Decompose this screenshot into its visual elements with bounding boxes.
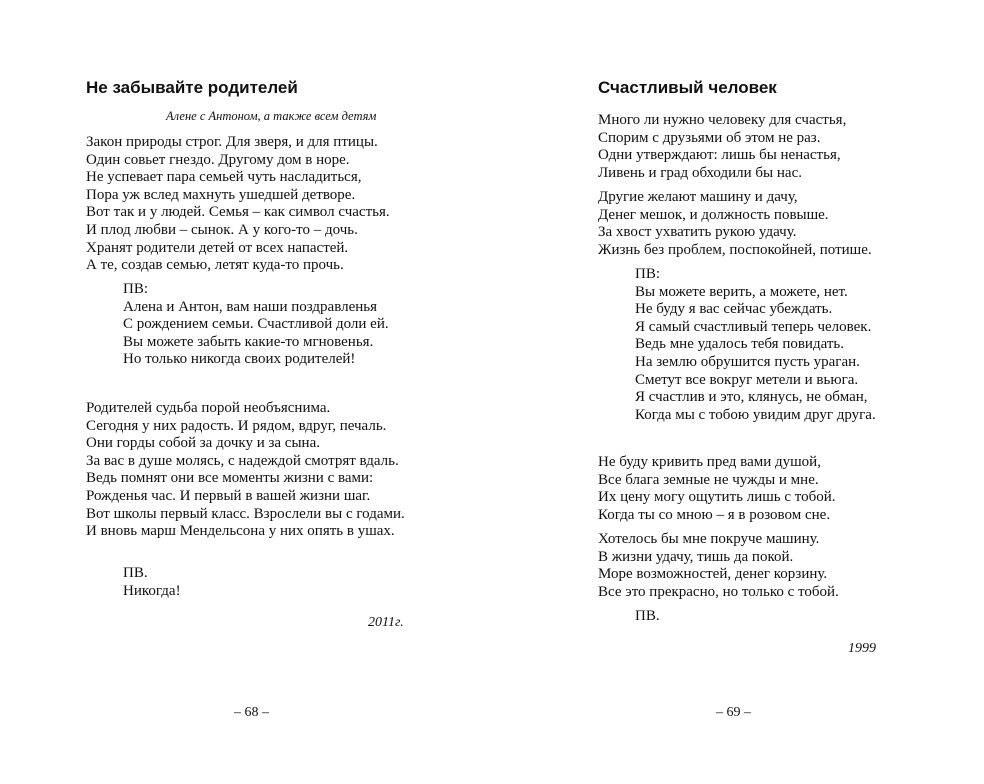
verse-line: Ведь помнят они все моменты жизни с вами:	[86, 470, 374, 487]
poem-title: Не забывайте родителей	[86, 78, 298, 97]
verse-line: Много ли нужно человеку для счастья,	[598, 112, 847, 128]
verse-line: Пора уж вслед махнуть ушедшей детворе.	[86, 186, 356, 203]
verse-line: За вас в душе молясь, с надеждой смотрят вдаль.	[86, 452, 399, 469]
stanza	[86, 134, 390, 275]
verse-line: Их цену могу ощутить лишь с тобой.	[598, 489, 836, 506]
page-number: – 68 –	[234, 705, 269, 720]
verse-line: Вот так и у людей. Семья – как символ счастья.	[86, 204, 390, 221]
verse-line: Я самый счастливый теперь человек.	[635, 318, 872, 335]
verse-line: Спорим с друзьями об этом не раз.	[598, 129, 821, 146]
verse-line: А те, создав семью, летят куда-то прочь.	[86, 257, 344, 274]
verse-line: Они горды собой за дочку и за сына.	[86, 435, 320, 452]
verse-line: Один совьет гнездо. Другому дом в норе.	[86, 151, 350, 168]
verse-line: Не успевает пара семьей чуть насладиться,	[86, 169, 362, 186]
poem-title: Счастливый человек	[598, 78, 777, 97]
stanza-indented	[123, 281, 389, 369]
verse-line: ПВ.	[123, 565, 148, 581]
stanza-indented	[123, 565, 181, 600]
page-number: – 69 –	[716, 705, 751, 720]
verse-line: Но только никогда своих родителей!	[123, 351, 356, 368]
poem-date: 1999	[848, 641, 876, 656]
verse-line: На землю обрушится пусть ураган.	[635, 353, 860, 370]
verse-line: Не буду я вас сейчас убеждать.	[635, 301, 833, 318]
verse-line: И плод любви – сынок. А у кого-то – дочь.	[86, 221, 358, 238]
verse-line: Закон природы строг. Для зверя, и для птицы.	[86, 134, 378, 150]
verse-line: Никогда!	[123, 582, 181, 599]
verse-line: Сегодня у них радость. И рядом, вдруг, печаль.	[86, 417, 387, 434]
verse-line: Вот школы первый класс. Взрослели вы с годами.	[86, 505, 405, 522]
stanza-indented	[635, 608, 660, 626]
dedication: Алене с Антоном, а также всем детям	[166, 109, 377, 123]
verse-line: Родителей судьба порой необъяснима.	[86, 400, 331, 416]
verse-line: За хвост ухватить рукою удачу.	[598, 224, 797, 241]
stanza	[598, 454, 836, 524]
right-page	[492, 0, 984, 784]
poem-date: 2011г.	[368, 615, 404, 630]
verse-line: В жизни удачу, тишь да покой.	[598, 548, 794, 565]
verse-line: Вы можете забыть какие-то мгновенья.	[123, 333, 374, 350]
verse-line: Когда мы с тобою увидим друг друга.	[635, 406, 876, 423]
verse-line: Другие желают машину и дачу,	[598, 189, 798, 205]
verse-line: ПВ:	[123, 281, 149, 297]
verse-line: Все это прекрасно, но только с тобой.	[598, 583, 839, 600]
verse-line: Ливень и град обходили бы нас.	[598, 164, 802, 181]
verse-line: Хотелось бы мне покруче машину.	[598, 531, 820, 547]
verse-line: Море возможностей, денег корзину.	[598, 566, 828, 583]
verse-line: ПВ:	[635, 266, 661, 282]
verse-line: Одни утверждают: лишь бы ненастья,	[598, 147, 841, 164]
verse-line: Жизнь без проблем, поспокойней, потише.	[598, 241, 872, 258]
stanza	[598, 112, 846, 182]
verse-line: Ведь мне удалось тебя повидать.	[635, 336, 845, 353]
verse-line: Все блага земные не чужды и мне.	[598, 471, 819, 488]
stanza-indented	[635, 266, 876, 424]
verse-line: ПВ.	[635, 608, 660, 624]
stanza	[598, 531, 839, 601]
verse-line: Денег мешок, и должность повыше.	[598, 206, 829, 223]
verse-line: Я счастлив и это, клянусь, не обман,	[635, 389, 868, 406]
verse-line: Вы можете верить, а можете, нет.	[635, 283, 848, 300]
stanza	[598, 189, 872, 259]
stanza	[86, 400, 405, 541]
verse-line: И вновь марш Мендельсона у них опять в ушах.	[86, 523, 395, 540]
verse-line: Хранят родители детей от всех напастей.	[86, 239, 349, 256]
verse-line: Сметут все вокруг метели и вьюга.	[635, 371, 859, 388]
verse-line: Рожденья час. И первый в вашей жизни шаг.	[86, 487, 371, 504]
verse-line: Алена и Антон, вам наши поздравленья	[123, 298, 377, 315]
verse-line: Когда ты со мною – я в розовом сне.	[598, 506, 831, 523]
verse-line: Не буду кривить пред вами душой,	[598, 454, 821, 470]
verse-line: С рождением семьи. Счастливой доли ей.	[123, 316, 389, 333]
